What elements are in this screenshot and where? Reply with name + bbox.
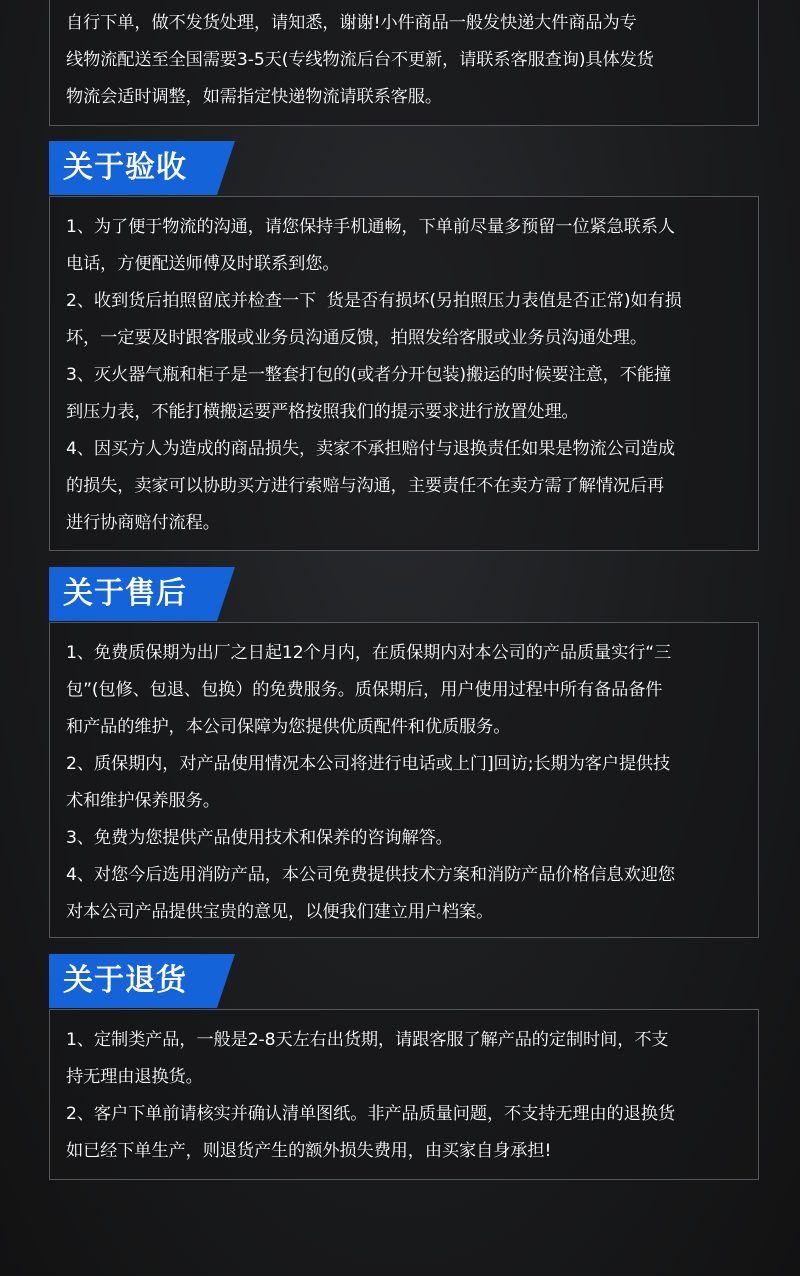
text-line: 的损失，卖家可以协助买方进行索赔与沟通，主要责任不在卖方需了解情况后再	[66, 476, 665, 496]
text-line: 物流会适时调整，如需指定快递物流请联系客服。	[66, 87, 442, 107]
section-header-returns	[49, 954, 235, 1008]
text-line: 包”(包修、包退、包换）的免费服务。质保期后，用户使用过程中所有备品备件	[66, 680, 663, 700]
inspection-box	[49, 196, 759, 551]
text-line: 持无理由退换货。	[66, 1067, 203, 1087]
text-line: 线物流配送至全国需要3-5天(专线物流后台不更新，请联系客服查询)具体发货	[66, 50, 654, 70]
section-header-inspection	[49, 141, 235, 195]
text-line: 3、灭火器气瓶和柜子是一整套打包的(或者分开包装)搬运的时候要注意，不能撞	[66, 365, 672, 385]
returns-box	[49, 1009, 759, 1180]
after-sales-box	[49, 622, 759, 938]
text-line: 术和维护保养服务。	[66, 791, 220, 811]
text-line: 如已经下单生产，则退货产生的额外损失费用，由买家自身承担!	[66, 1141, 552, 1161]
text-line: 1、免费质保期为出厂之日起12个月内，在质保期内对本公司的产品质量实行“三	[66, 643, 672, 663]
text-line: 电话，方便配送师傅及时联系到您。	[66, 254, 340, 274]
text-line: 对本公司产品提供宝贵的意见，以便我们建立用户档案。	[66, 902, 494, 922]
text-line: 和产品的维护，本公司保障为您提供优质配件和优质服务。	[66, 717, 511, 737]
section-header-after-sales	[49, 567, 235, 621]
text-line: 2、收到货后拍照留底并检查一下 货是否有损坏(另拍照压力表值是否正常)如有损	[66, 291, 682, 311]
text-line: 自行下单，做不发货处理，请知悉，谢谢!小件商品一般发快递大件商品为专	[66, 13, 637, 33]
text-line: 1、定制类产品，一般是2-8天左右出货期，请跟客服了解产品的定制时间，不支	[66, 1030, 669, 1050]
text-line: 4、对您今后选用消防产品，本公司免费提供技术方案和消防产品价格信息欢迎您	[66, 865, 675, 885]
text-line: 2、质保期内，对产品使用情况本公司将进行电话或上门]回访;长期为客户提供技	[66, 754, 671, 774]
text-line: 坏，一定要及时跟客服或业务员沟通反馈，拍照发给客服或业务员沟通处理。	[66, 328, 647, 348]
text-line: 3、免费为您提供产品使用技术和保养的咨询解答。	[66, 828, 453, 848]
section-title: 关于验收	[63, 150, 187, 185]
text-line: 4、因买方人为造成的商品损失，卖家不承担赔付与退换责任如果是物流公司造成	[66, 439, 675, 459]
section-title: 关于退货	[63, 963, 187, 998]
text-line: 1、为了便于物流的沟通，请您保持手机通畅，下单前尽量多预留一位紧急联系人	[66, 217, 675, 237]
section-title: 关于售后	[63, 576, 187, 611]
text-line: 进行协商赔付流程。	[66, 513, 220, 533]
shipping-notice-box	[49, 0, 759, 126]
text-line: 到压力表，不能打横搬运要严格按照我们的提示要求进行放置处理。	[66, 402, 579, 422]
text-line: 2、客户下单前请核实并确认清单图纸。非产品质量问题，不支持无理由的退换货	[66, 1104, 675, 1124]
